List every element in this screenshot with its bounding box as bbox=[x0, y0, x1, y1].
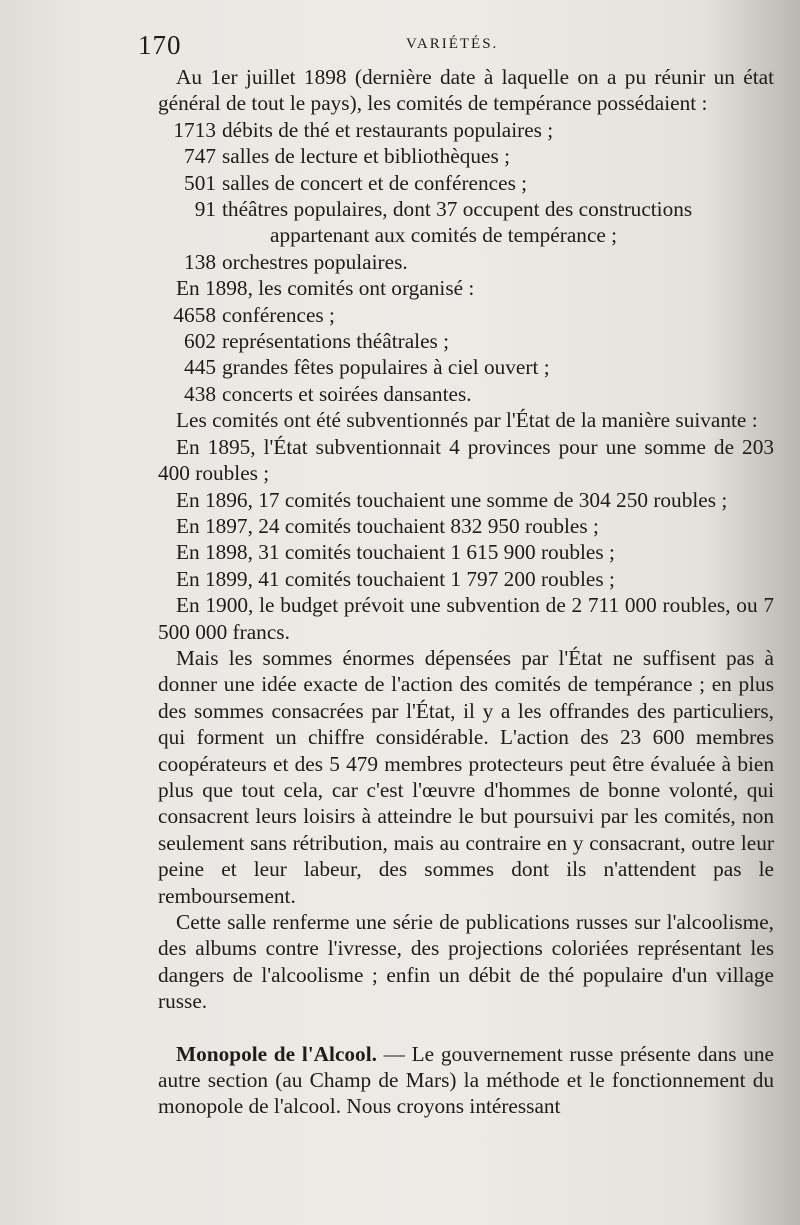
organized-list bbox=[158, 302, 774, 408]
intro-paragraph: Au 1er juillet 1898 (dernière date à laquelle on a pu réunir un état général de tout le pays), les comités de tempérance possédaient : bbox=[158, 65, 774, 116]
item-number: 602 bbox=[184, 329, 216, 354]
list-item bbox=[158, 354, 774, 380]
item-number: 445 bbox=[184, 355, 216, 380]
section-gap bbox=[158, 1015, 774, 1041]
body-text bbox=[158, 64, 774, 1120]
item-text: conférences ; bbox=[222, 302, 335, 327]
list-item bbox=[158, 170, 774, 196]
item-number: 501 bbox=[184, 170, 216, 195]
paragraph-salle: Cette salle renferme une série de publications russes sur l'alcoolisme, des albums contre l'ivresse, des projections coloriées représentant les dangers de l'alcoolisme ; enfin un débit de thé populaire d'un village russe. bbox=[158, 910, 774, 1014]
item-number: 91 bbox=[194, 197, 216, 222]
subsidy-line: En 1900, le budget prévoit une subvention de 2 711 000 roubles, ou 7 500 000 francs. bbox=[158, 593, 774, 644]
subsidy-line: En 1895, l'État subventionnait 4 provinces pour une somme de 203 400 roubles ; bbox=[158, 434, 774, 486]
possessions-list bbox=[158, 117, 774, 275]
list-item bbox=[158, 143, 774, 169]
item-text: orchestres populaires. bbox=[222, 249, 408, 274]
organized-intro: En 1898, les comités ont organisé : bbox=[176, 276, 475, 301]
list-item bbox=[158, 302, 774, 328]
list-item bbox=[158, 117, 774, 143]
list-item bbox=[158, 196, 774, 249]
paragraph-mais: Mais les sommes énormes dépensées par l'État ne suffisent pas à donner une idée exacte de l'action des comités de tempérance ; en plus des sommes consacrées par l'État, il y a les offrandes des particuliers, qui forment un chiffre considérable. L'action des 23 600 membres coopérateurs et des 5 479 membres protecteurs peut être évaluée à bien plus que tout cela, car c'est l'œuvre d'hommes de bonne volonté, qui consacrent leurs loisirs à atteindre le but poursuivi par les comités, non seulement sans rétribution, mais au contraire en y consacrant, outre leur peine et leur labeur, des sommes dont ils n'attendent pas le remboursement. bbox=[158, 645, 774, 908]
list-item bbox=[158, 328, 774, 354]
item-number: 747 bbox=[184, 144, 216, 169]
page-header bbox=[138, 30, 760, 66]
page-number: 170 bbox=[138, 30, 182, 60]
subsidy-line: En 1899, 41 comités touchaient 1 797 200 roubles ; bbox=[176, 566, 615, 591]
item-text: salles de lecture et bibliothèques ; bbox=[222, 144, 511, 169]
running-head: VARIÉTÉS. bbox=[406, 36, 499, 52]
list-item bbox=[158, 249, 774, 275]
item-text: salles de concert et de conférences ; bbox=[222, 170, 528, 195]
monopole-paragraph bbox=[158, 1041, 774, 1120]
item-text: représentations théâtrales ; bbox=[222, 329, 450, 354]
subsidy-line: En 1898, 31 comités touchaient 1 615 900 roubles ; bbox=[176, 540, 615, 565]
item-number: 4658 bbox=[173, 302, 216, 327]
subsidy-line: En 1897, 24 comités touchaient 832 950 roubles ; bbox=[176, 513, 599, 538]
subsidy-intro: Les comités ont été subventionnés par l'État de la manière suivante : bbox=[176, 408, 758, 433]
list-item bbox=[158, 381, 774, 407]
item-number: 1713 bbox=[173, 117, 216, 142]
subsidy-line: En 1896, 17 comités touchaient une somme de 304 250 roubles ; bbox=[176, 487, 728, 512]
section-heading: Monopole de l'Alcool. bbox=[176, 1041, 377, 1066]
item-text: grandes fêtes populaires à ciel ouvert ; bbox=[222, 355, 550, 380]
item-text: débits de thé et restaurants populaires ; bbox=[222, 117, 554, 142]
item-number: 138 bbox=[184, 249, 216, 274]
item-text: théâtres populaires, dont 37 occupent des constructions appartenant aux comités de tempérance ; bbox=[222, 197, 693, 248]
monopole-text: — Le gouvernement russe présente dans une autre section (au Champ de Mars) la méthode et le fonctionnement du monopole de l'alcool. Nous croyons intéressant bbox=[158, 1041, 775, 1119]
item-number: 438 bbox=[184, 381, 216, 406]
item-text: concerts et soirées dansantes. bbox=[222, 381, 472, 406]
